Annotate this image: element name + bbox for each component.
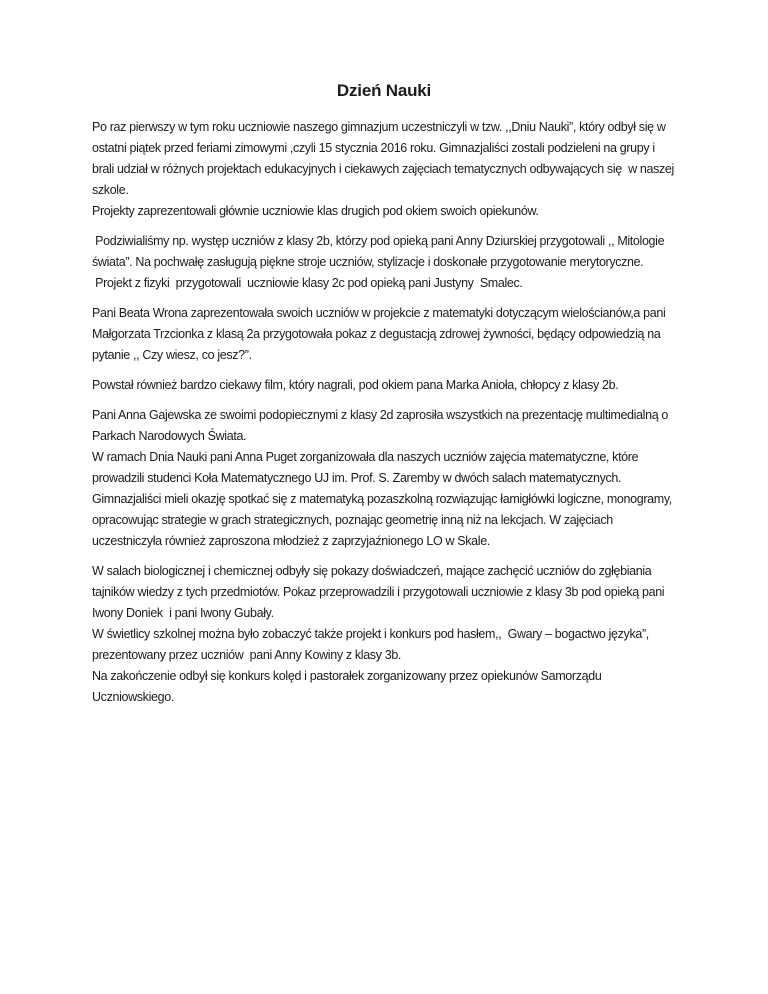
paragraph-projekty: Projekty zaprezentowali głównie uczniowie klas drugich pod okiem swoich opiekunów. (92, 204, 539, 218)
paragraph-intro: Po raz pierwszy w tym roku uczniowie naszego gimnazjum uczestniczyli w tzw. ,,Dniu Nauki”, który odbył się w ostatni piątek przed feriami zimowymi ,czyli 15 stycznia 2016 roku. Gimnazjaliści zostali podzieleni na grupy i brali udział w różnych projektach edukacyjnych i ciekawych zajęciach tematycznych odbywających się w naszej szkole. (92, 120, 678, 197)
paragraph-parki-narodowe: Pani Anna Gajewska ze swoimi podopiecznymi z klasy 2d zaprosiła wszystkich na prezentację multimedialną o Parkach Narodowych Świata. (92, 408, 672, 443)
paragraph-zajecia-matematyczne: W ramach Dnia Nauki pani Anna Puget zorganizowała dla naszych uczniów zajęcia matematyczne, które prowadzili studenci Koła Matematycznego UJ im. Prof. S. Zaremby w dwóch salach matematycznych. Gimnazjaliści mieli okazję spotkać się z matematyką pozaszkolną rozwiązując łamigłówki logiczne, monogramy, opracowując strategie w grach strategicznych, poznając geometrię inną niż na lekcjach. W zajęciach uczestniczyła również zaproszona młodzież z zaprzyjaźnionego LO w Skale. (92, 450, 676, 548)
paragraph-gwary: W świetlicy szkolnej można było zobaczyć także projekt i konkurs pod hasłem,, Gwary – bogactwo języka”, prezentowany przez uczniów pani Anny Kowiny z klasy 3b. (92, 627, 653, 662)
paragraph-mitologie: Podziwialiśmy np. występ uczniów z klasy 2b, którzy pod opieką pani Anny Dziurskiej przygotowali ,, Mitologie świata”. Na pochwałę zasługują piękne stroje uczniów, stylizacje i doskonałe przygotowanie merytoryczne. (92, 234, 668, 269)
paragraph-matematyka-zywnosc: Pani Beata Wrona zaprezentowała swoich uczniów w projekcie z matematyki dotyczącym wielościanów,a pani Małgorzata Trzcionka z klasą 2a przygotowała pokaz z degustacją zdrowej żywności, będący odpowiedzią na pytanie ,, Czy wiesz, co jesz?”. (92, 306, 669, 362)
document-title: Dzień Nauki (336, 81, 432, 100)
paragraph-pokazy-doswiadczen: W salach biologicznej i chemicznej odbyły się pokazy doświadczeń, mające zachęcić uczniów do zgłębiania tajników wiedzy z tych przedmiotów. Pokaz przeprowadzili i przygotowali uczniowie z klasy 3b pod opieką pani Iwony Doniek i pani Iwony Gubały. (92, 564, 668, 620)
paragraph-fizyka: Projekt z fizyki przygotowali uczniowie klasy 2c pod opieką pani Justyny Smalec. (92, 276, 523, 290)
paragraph-film: Powstał również bardzo ciekawy film, który nagrali, pod okiem pana Marka Anioła, chłopcy z klasy 2b. (92, 378, 619, 392)
paragraph-koledy: Na zakończenie odbył się konkurs kolęd i pastorałek zorganizowany przez opiekunów Samorządu Uczniowskiego. (92, 669, 605, 704)
